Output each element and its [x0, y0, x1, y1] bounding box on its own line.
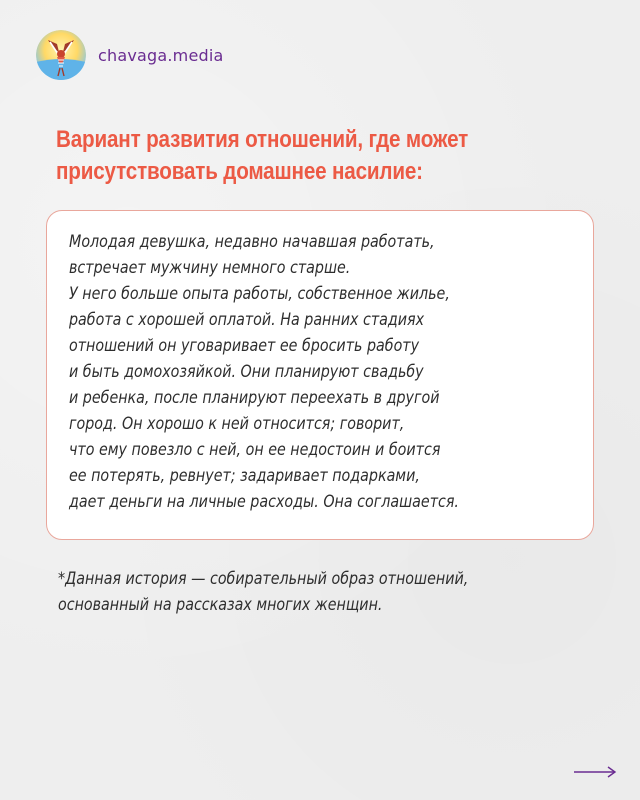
brand-name: chavaga.media	[98, 45, 224, 65]
story-line: и быть домохозяйкой. Они планируют свадьбу	[69, 362, 424, 381]
story-line: ее потерять, ревнует; задаривает подарками,	[69, 466, 420, 485]
title-line: присутствовать домашнее насилие:	[56, 158, 423, 185]
story-line: и ребенка, после планируют переехать в другой	[69, 388, 440, 407]
story-card	[46, 210, 594, 540]
story-line: дает деньги на личные расходы. Она соглашается.	[69, 492, 459, 511]
story-line: У него больше опыта работы, собственное жилье,	[69, 284, 450, 303]
arrow-right-icon	[572, 764, 618, 780]
story-line: работа с хорошей оплатой. На ранних стадиях	[69, 310, 425, 329]
story-line: встречает мужчину немного старше.	[69, 258, 351, 277]
brand-header	[36, 30, 224, 80]
story-line: город. Он хорошо к ней относится; говорит,	[69, 414, 405, 433]
footnote	[58, 566, 574, 618]
story-line: что ему повезло с ней, он ее недостоин и боится	[69, 440, 441, 459]
footnote-line: основанный на рассказах многих женщин.	[58, 595, 383, 614]
story-line: Молодая девушка, недавно начавшая работать,	[69, 232, 435, 251]
bird-emblem-logo-icon	[36, 30, 86, 80]
story-line: отношений он уговаривает ее бросить работу	[69, 336, 420, 355]
page-title	[56, 124, 503, 188]
title-line: Вариант развития отношений, где может	[56, 126, 469, 153]
next-slide-button[interactable]	[572, 764, 618, 780]
footnote-line: *Данная история — собирательный образ отношений,	[58, 569, 469, 588]
story-text	[69, 229, 551, 515]
